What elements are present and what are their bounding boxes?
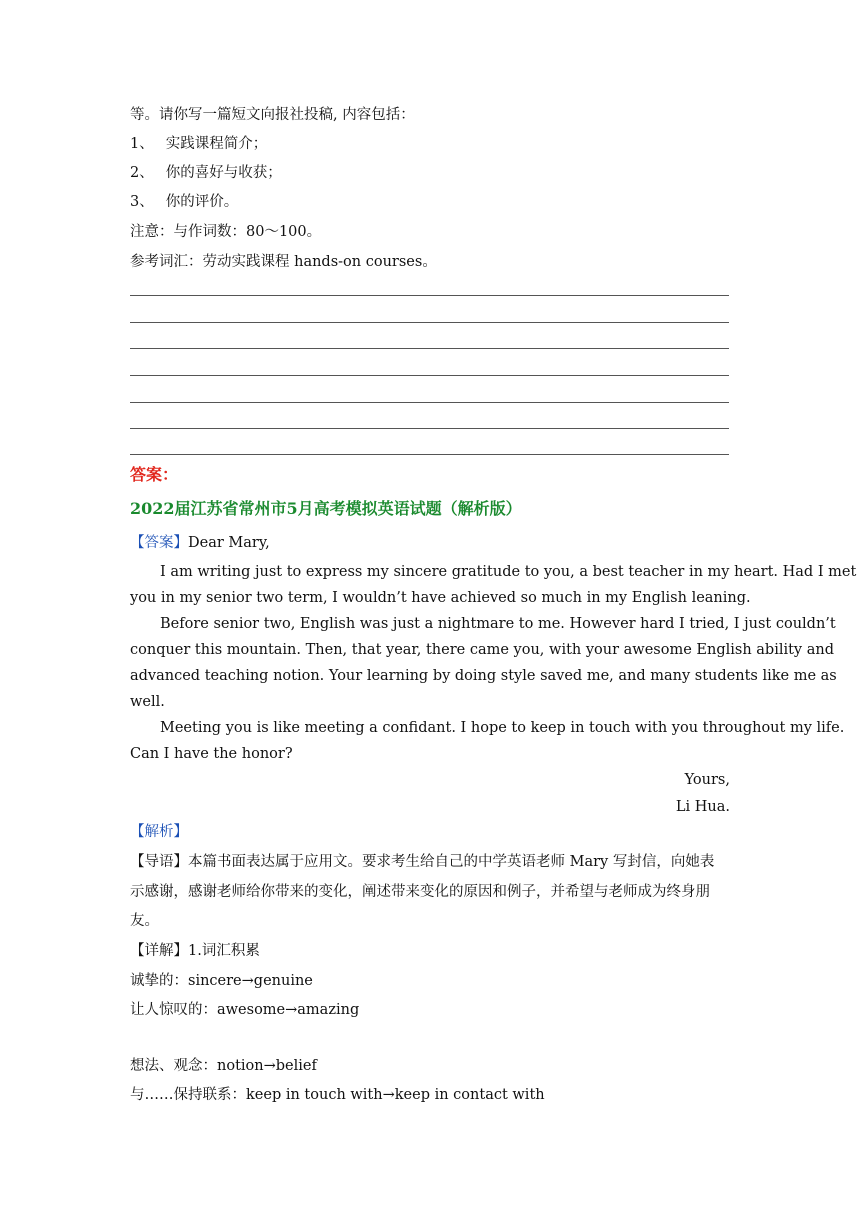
task-item-number: 2、	[130, 165, 154, 181]
letter-line: conquer this mountain. Then, that year, there came you, with your awesome English ability and	[130, 642, 835, 658]
letter-line: you in my senior two term, I wouldn’t have achieved so much in my English leaning.	[130, 590, 751, 606]
task-item-text: 实践课程简介；	[165, 136, 268, 152]
writing-line	[130, 428, 729, 429]
writing-line	[130, 322, 729, 323]
vocab-item: 诚挚的：sincere→genuine	[130, 973, 313, 989]
guide-line: 友。	[130, 913, 159, 929]
task-intro: 等。请你写一篇短文向报社投稿, 内容包括：	[130, 107, 415, 123]
writing-line	[130, 454, 729, 455]
letter-signature: Li Hua.	[675, 799, 730, 815]
word-count-note: 注意：与作词数：80～100。	[130, 224, 322, 240]
task-item-number: 1、	[130, 136, 154, 152]
guide-tag: 【导语】	[130, 854, 188, 870]
guide-line	[130, 852, 714, 872]
task-item-text: 你的喜好与收获；	[165, 165, 282, 181]
answer-salutation-line	[130, 533, 270, 553]
writing-line	[130, 375, 729, 376]
answer-tag: 【答案】	[130, 535, 188, 551]
letter-line: Before senior two, English was just a nightmare to me. However hard I tried, I just couldn’t	[160, 616, 836, 632]
analysis-tag: 【解析】	[130, 824, 188, 840]
letter-line: advanced teaching notion. Your learning by doing style saved me, and many students like me as	[130, 668, 837, 684]
vocab-item: 与……保持联系：keep in touch with→keep in contact with	[130, 1087, 545, 1103]
detail-title: 1.词汇积累	[188, 943, 260, 959]
letter-line: Meeting you is like meeting a confidant. I hope to keep in touch with you throughout my life.	[160, 720, 845, 736]
writing-line	[130, 348, 729, 349]
task-item	[130, 134, 267, 154]
vocab-item: 想法、观念：notion→belief	[130, 1058, 317, 1074]
paper-title: 2022届江苏省常州市5月高考模拟英语试题（解析版）	[130, 499, 522, 518]
guide-text: 本篇书面表达属于应用文。要求考生给自己的中学英语老师 Mary 写封信，向她表	[188, 854, 715, 870]
letter-line: well.	[130, 694, 165, 710]
task-item-number: 3、	[130, 194, 154, 210]
reference-vocab: 参考词汇：劳动实践课程 hands-on courses。	[130, 254, 437, 270]
detail-tag: 【详解】	[130, 943, 188, 959]
task-item-text: 你的评价。	[165, 194, 239, 210]
letter-line: Can I have the honor?	[130, 746, 293, 762]
writing-line	[130, 295, 729, 296]
detail-line	[130, 941, 260, 961]
task-item	[130, 163, 282, 183]
letter-closing: Yours,	[684, 772, 730, 788]
vocab-item: 让人惊叹的：awesome→amazing	[130, 1002, 360, 1018]
guide-line: 示感谢，感谢老师给你带来的变化，阐述带来变化的原因和例子，并希望与老师成为终身朋	[130, 884, 710, 900]
answer-heading: 答案：	[130, 465, 179, 484]
writing-line	[130, 402, 729, 403]
task-item	[130, 192, 238, 212]
letter-line: I am writing just to express my sincere gratitude to you, a best teacher in my heart. Had I met	[160, 564, 857, 580]
salutation: Dear Mary,	[188, 535, 270, 551]
